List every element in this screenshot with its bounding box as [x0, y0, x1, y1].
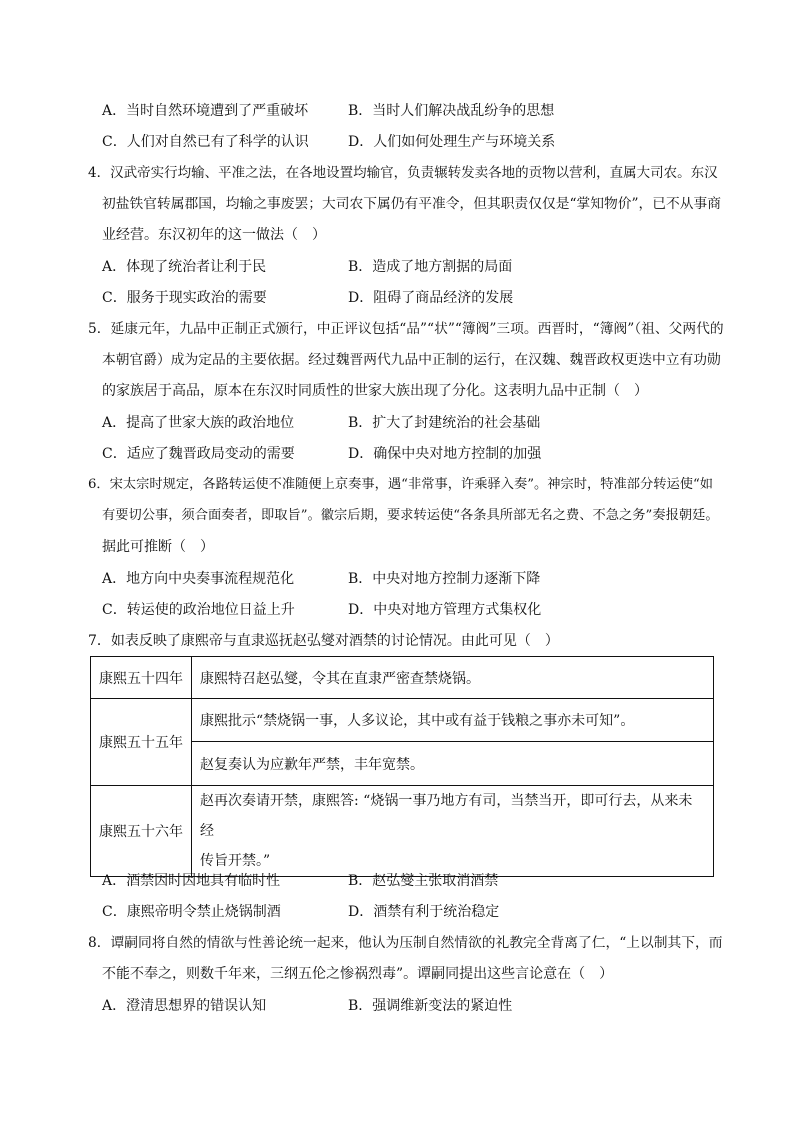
q5-stem-line-2: 本朝官爵）成为定品的主要依据。经过魏晋两代九品中正制的运行，在汉魏、魏晋政权更迭中立有功勋	[102, 352, 721, 368]
q4-options-row-1	[102, 256, 722, 276]
table-event-cell: 赵复奏认为应歉年严禁，丰年宽禁。	[192, 742, 714, 786]
q4-stem-line-2: 初盐铁官转属郡国，均输之事废罢；大司农下属仍有平准令，但其职责仅仅是“掌知物价”，已不从事商	[102, 196, 722, 212]
q4-option-c[interactable]: C．服务于现实政治的需要	[102, 290, 267, 306]
q4-stem-line-1: 4．汉武帝实行均输、平准之法，在各地设置均输官，负责辗转发卖各地的贡物以营利，直属大司农。东汉	[88, 165, 718, 181]
table-year-cell: 康熙五十五年	[91, 699, 192, 786]
q7-options-row-2	[102, 901, 722, 921]
q5-options-row-2	[102, 443, 722, 463]
q7-option-a[interactable]: A．酒禁因时因地具有临时性	[102, 873, 281, 889]
q7-options-row-1	[102, 870, 722, 890]
q6-option-a[interactable]: A．地方向中央奏事流程规范化	[102, 571, 295, 587]
table-event-line: 赵再次奏请开禁，康熙答: “烧锅一事乃地方有司，当禁当开，即可行去，从来未经	[200, 793, 693, 839]
q7-option-d[interactable]: D．酒禁有利于统治稳定	[348, 904, 500, 920]
q6-stem-line-2: 有要切公事，须合面奏者，即取旨”。徽宗后期，要求转运使“各条具所部无名之费、不急之务”奏报朝廷。	[102, 508, 719, 523]
table-event-line: 传旨开禁。”	[200, 853, 271, 869]
q3-option-a[interactable]: A．当时自然环境遭到了严重破坏	[102, 103, 309, 119]
q3-option-b[interactable]: B．当时人们解决战乱纷争的思想	[348, 103, 555, 119]
q5-option-c[interactable]: C．适应了魏晋政局变动的需要	[102, 446, 295, 462]
table-row	[91, 699, 714, 742]
q8-option-a[interactable]: A．澄清思想界的错误认知	[102, 998, 267, 1014]
table-year-cell: 康熙五十四年	[91, 657, 192, 699]
q8-stem-line-2: 不能不奉之，则数千年来，三纲五伦之惨祸烈毒”。谭嗣同提出这些言论意在（ ）	[102, 966, 614, 982]
q4-stem-line-3: 业经营。东汉初年的这一做法（ ）	[102, 227, 326, 243]
q6-option-d[interactable]: D．中央对地方管理方式集权化	[348, 602, 542, 618]
q8-stem-line-1: 8．谭嗣同将自然的情欲与性善论统一起来，他认为压制自然情欲的礼教完全背离了仁，“上以制其下，而	[88, 935, 723, 951]
table-event-cell: 康熙特召赵弘燮，令其在直隶严密查禁烧锅。	[192, 657, 714, 699]
q6-option-c[interactable]: C．转运使的政治地位日益上升	[102, 602, 295, 618]
table-row	[91, 657, 714, 699]
table-event-cell: 康熙批示“禁烧锅一事，人多议论，其中或有益于钱粮之事亦未可知”。	[192, 699, 714, 742]
q5-stem-line-3: 的家族居于高品，原本在东汉时同质性的世家大族出现了分化。这表明九品中正制（ ）	[102, 383, 648, 399]
table-event-cell	[192, 786, 714, 877]
q4-option-a[interactable]: A．体现了统治者让利于民	[102, 259, 267, 275]
q3-options-row-2	[102, 131, 722, 151]
q4-option-d[interactable]: D．阻碍了商品经济的发展	[348, 290, 514, 306]
q5-option-a[interactable]: A．提高了世家大族的政治地位	[102, 415, 295, 431]
q6-stem-line-3: 据此可推断（ ）	[102, 539, 214, 555]
q8-option-b[interactable]: B．强调维新变法的紧迫性	[348, 998, 513, 1014]
q5-option-d[interactable]: D．确保中央对地方控制的加强	[348, 446, 542, 462]
q7-option-b[interactable]: B．赵弘燮主张取消酒禁	[348, 873, 499, 889]
q8-options-row-1	[102, 995, 722, 1015]
q3-option-c[interactable]: C．人们对自然已有了科学的认识	[102, 134, 309, 150]
q5-option-b[interactable]: B．扩大了封建统治的社会基础	[348, 415, 541, 431]
q3-option-d[interactable]: D．人们如何处理生产与环境关系	[348, 134, 556, 150]
table-row	[91, 786, 714, 877]
q7-option-c[interactable]: C．康熙帝明令禁止烧锅制酒	[102, 904, 281, 920]
q6-options-row-2	[102, 599, 722, 619]
q7-stem: 7．如表反映了康熙帝与直隶巡抚赵弘燮对酒禁的讨论情况。由此可见（ ）	[88, 633, 559, 649]
q6-stem-line-1: 6．宋太宗时规定，各路转运使不准随便上京奏事，遇“非常事，许乘驿入奏”。神宗时，特准部分转运使“如	[88, 477, 714, 492]
q6-option-b[interactable]: B．中央对地方控制力逐渐下降	[348, 571, 541, 587]
q6-options-row-1	[102, 568, 722, 588]
table-year-cell: 康熙五十六年	[91, 786, 192, 877]
q3-options-row-1	[102, 100, 722, 120]
q4-options-row-2	[102, 287, 722, 307]
q4-option-b[interactable]: B．造成了地方割据的局面	[348, 259, 513, 275]
q5-options-row-1	[102, 412, 722, 432]
q7-table	[90, 656, 714, 877]
q5-stem-line-1: 5．延康元年，九品中正制正式颁行，中正评议包括“品”“状”“簿阀”三项。西晋时，“簿阀”（祖、父两代的	[88, 321, 724, 337]
